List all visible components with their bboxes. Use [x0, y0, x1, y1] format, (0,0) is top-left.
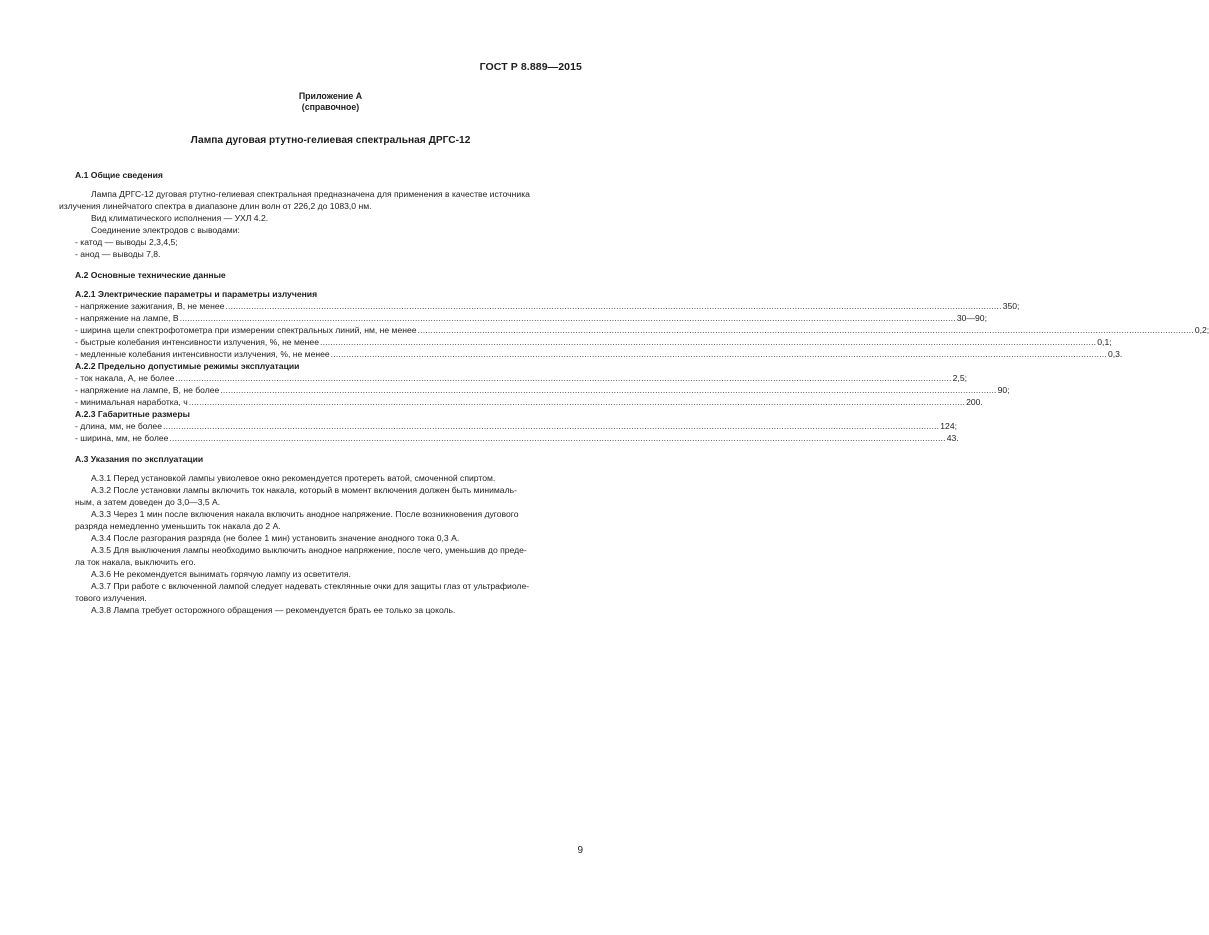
- section-heading-a2: А.2 Основные технические данные: [75, 270, 226, 280]
- parameter-label: - медленные колебания интенсивности излучения, %, не менее: [75, 349, 330, 359]
- paragraph: А.3.4 После разгорания разряда (не более 1 мин) установить значение анодного тока 0,3 А.: [91, 533, 460, 543]
- parameter-row: [75, 300, 1020, 312]
- paragraph: Вид климатического исполнения — УХЛ 4.2.: [91, 213, 269, 223]
- parameter-row: [75, 348, 1123, 360]
- leader-dots: ............................................................................................................................................................................................................................................................................................................: [225, 301, 1002, 311]
- subsection-heading-a22: А.2.2 Предельно допустимые режимы эксплуатации: [75, 361, 300, 371]
- parameter-list: [75, 372, 1010, 408]
- paragraph-continuation: излучения линейчатого спектра в диапазоне длин волн от 226,2 до 1083,0 нм.: [59, 201, 372, 211]
- paragraph: А.3.1 Перед установкой лампы увиолевое окно рекомендуется протереть ватой, смоченной спиртом.: [91, 473, 496, 483]
- parameter-label: - минимальная наработка, ч: [75, 397, 188, 407]
- parameter-value: 43.: [946, 433, 959, 443]
- parameter-list: [75, 300, 1209, 360]
- paragraph: А.3.6 Не рекомендуется вынимать горячую лампу из осветителя.: [91, 569, 351, 579]
- paragraph: А.3.5 Для выключения лампы необходимо выключить анодное напряжение, после чего, уменьшив до преде-: [91, 545, 527, 555]
- paragraph: Соединение электродов с выводами:: [91, 225, 240, 235]
- page-number: 9: [577, 845, 583, 856]
- parameter-label: - напряжение зажигания, В, не менее: [75, 301, 225, 311]
- parameter-label: - длина, мм, не более: [75, 421, 162, 431]
- appendix-caption: [0, 91, 661, 113]
- parameter-value: 0,2;: [1194, 325, 1209, 335]
- parameter-row: [75, 312, 987, 324]
- leader-dots: ............................................................................................................................................................................................................................................................................................................: [162, 421, 940, 431]
- parameter-row: [75, 420, 958, 432]
- parameter-row: [75, 324, 1209, 336]
- paragraph-continuation: ным, а затем доведен до 3,0—3,5 А.: [75, 497, 221, 507]
- parameter-row: [75, 396, 983, 408]
- parameter-label: - напряжение на лампе, В: [75, 313, 179, 323]
- section-heading-a1: А.1 Общие сведения: [75, 170, 163, 180]
- leader-dots: ............................................................................................................................................................................................................................................................................................................: [330, 349, 1107, 359]
- leader-dots: ............................................................................................................................................................................................................................................................................................................: [220, 385, 997, 395]
- parameter-label: - быстрые колебания интенсивности излучения, %, не менее: [75, 337, 319, 347]
- paragraph-continuation: разряда немедленно уменьшить ток накала до 2 А.: [75, 521, 281, 531]
- subsection-heading-a23: А.2.3 Габаритные размеры: [75, 409, 190, 419]
- paragraph: Лампа ДРГС-12 дуговая ртутно-гелиевая спектральная предназначена для применения в качестве источника: [91, 189, 530, 199]
- parameter-value: 350;: [1002, 301, 1020, 311]
- parameter-label: - ширина, мм, не более: [75, 433, 169, 443]
- parameter-value: 0,3.: [1107, 349, 1123, 359]
- parameter-row: [75, 384, 1010, 396]
- appendix-label: Приложение А: [298, 91, 363, 101]
- subsection-heading-a21: А.2.1 Электрические параметры и параметры излучения: [75, 289, 318, 299]
- parameter-value: 0,1;: [1097, 337, 1112, 347]
- list-item: - катод — выводы 2,3,4,5;: [75, 237, 178, 247]
- appendix-note: (справочное): [301, 102, 360, 112]
- parameter-label: - ток накала, А, не более: [75, 373, 175, 383]
- leader-dots: ............................................................................................................................................................................................................................................................................................................: [319, 337, 1097, 347]
- document-id: ГОСТ Р 8.889—2015: [479, 61, 582, 73]
- paragraph-continuation: ла ток накала, выключить его.: [75, 557, 196, 567]
- leader-dots: ............................................................................................................................................................................................................................................................................................................: [188, 397, 966, 407]
- appendix-title: Лампа дуговая ртутно-гелиевая спектральная ДРГС-12: [190, 135, 471, 146]
- parameter-value: 124;: [940, 421, 958, 431]
- leader-dots: ............................................................................................................................................................................................................................................................................................................: [175, 373, 952, 383]
- document-body: [59, 169, 1209, 616]
- leader-dots: ............................................................................................................................................................................................................................................................................................................: [169, 433, 946, 443]
- parameter-value: 2,5;: [952, 373, 967, 383]
- leader-dots: ............................................................................................................................................................................................................................................................................................................: [179, 313, 956, 323]
- parameter-row: [75, 432, 959, 444]
- parameter-value: 30—90;: [956, 313, 987, 323]
- leader-dots: ............................................................................................................................................................................................................................................................................................................: [417, 325, 1194, 335]
- parameter-row: [75, 372, 967, 384]
- parameter-list: [75, 420, 959, 444]
- list-item: - анод — выводы 7,8.: [75, 249, 161, 259]
- paragraph: А.3.8 Лампа требует осторожного обращения — рекомендуется брать ее только за цоколь.: [91, 605, 456, 615]
- paragraph: А.3.2 После установки лампы включить ток накала, который в момент включения должен быть минималь-: [91, 485, 517, 495]
- paragraph-continuation: тового излучения.: [75, 593, 147, 603]
- parameter-row: [75, 336, 1112, 348]
- parameter-label: - напряжение на лампе, В, не более: [75, 385, 220, 395]
- parameter-label: - ширина щели спектрофотометра при измерении спектральных линий, нм, не менее: [75, 325, 417, 335]
- paragraph: А.3.3 Через 1 мин после включения накала включить анодное напряжение. После возникновения дугового: [91, 509, 519, 519]
- parameter-value: 90;: [997, 385, 1010, 395]
- parameter-value: 200.: [966, 397, 983, 407]
- paragraph: А.3.7 При работе с включенной лампой следует надевать стеклянные очки для защиты глаз от ультрафиоле-: [91, 581, 530, 591]
- section-heading-a3: А.3 Указания по эксплуатации: [75, 454, 204, 464]
